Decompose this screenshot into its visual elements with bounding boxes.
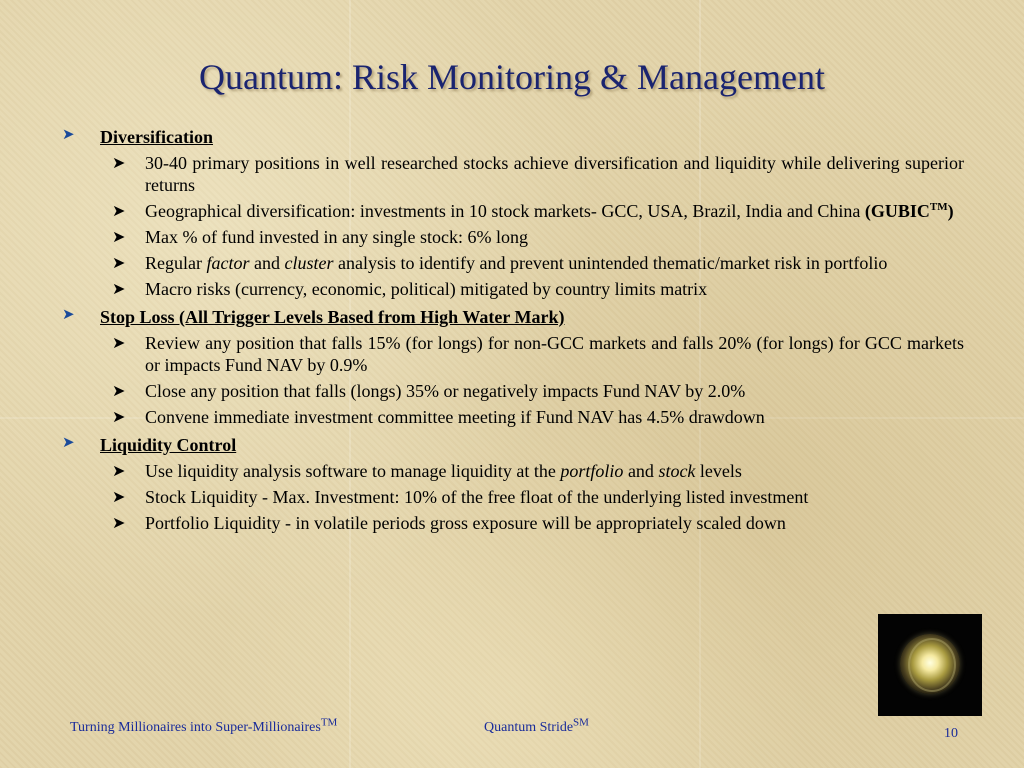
list-item	[60, 486, 964, 508]
list-item	[60, 152, 964, 196]
bullet-text-part: and	[249, 253, 285, 273]
arrow-bullet-icon: ➤	[112, 515, 126, 532]
page-number: 10	[944, 726, 958, 741]
bullet-text: 30-40 primary positions in well researched stocks achieve diversification and liquidity while delivering superior returns	[145, 153, 964, 195]
trademark-sup: TM	[929, 201, 948, 213]
trademark-sup: TM	[320, 716, 338, 729]
section-heading: Liquidity Control	[100, 435, 237, 455]
arrow-bullet-icon: ➤	[62, 127, 75, 143]
list-item	[60, 332, 964, 376]
glowing-orb-logo	[878, 614, 982, 716]
slide-content	[60, 120, 964, 538]
arrow-bullet-icon: ➤	[112, 409, 126, 426]
arrow-bullet-icon: ➤	[112, 155, 126, 172]
arrow-bullet-icon: ➤	[112, 489, 126, 506]
orb-icon	[900, 634, 960, 694]
section-heading: Diversification	[100, 127, 213, 147]
service-mark-sup: SM	[573, 716, 589, 729]
list-item	[60, 460, 964, 482]
bullet-text-part: Use liquidity analysis software to manage liquidity at the	[145, 461, 561, 481]
bullet-text-bold: )	[947, 201, 954, 221]
bullet-text	[145, 252, 964, 274]
section-stop-loss	[60, 304, 964, 330]
bullet-text: Macro risks (currency, economic, political) mitigated by country limits matrix	[145, 279, 708, 299]
bullet-text-italic: cluster	[284, 253, 334, 273]
arrow-bullet-icon: ➤	[112, 463, 126, 480]
list-item	[60, 278, 964, 300]
section-heading: Stop Loss (All Trigger Levels Based from High Water Mark)	[100, 307, 565, 327]
list-item	[60, 226, 964, 248]
list-item	[60, 200, 964, 222]
arrow-bullet-icon: ➤	[112, 255, 126, 272]
section-diversification	[60, 124, 964, 150]
list-item	[60, 512, 964, 534]
bullet-text-part: and	[623, 461, 659, 481]
arrow-bullet-icon: ➤	[112, 335, 126, 352]
footer-brand	[484, 716, 589, 736]
arrow-bullet-icon: ➤	[112, 281, 126, 298]
list-item	[60, 252, 964, 274]
bullet-text	[145, 460, 964, 482]
bullet-text-bold: (GUBIC	[864, 201, 930, 221]
bullet-text: Review any position that falls 15% (for longs) for non-GCC markets and falls 20% (for longs) for GCC markets or impacts Fund NAV by 0.9%	[145, 333, 964, 375]
bullet-text: Convene immediate investment committee meeting if Fund NAV has 4.5% drawdown	[145, 407, 765, 427]
bullet-text-italic: factor	[206, 253, 250, 273]
bullet-text-part: analysis to identify and prevent unintended thematic/market risk in portfolio	[333, 253, 888, 273]
bullet-text: Stock Liquidity - Max. Investment: 10% of the free float of the underlying listed investment	[145, 487, 809, 507]
list-item	[60, 406, 964, 428]
bullet-text-italic: stock	[658, 461, 696, 481]
list-item	[60, 380, 964, 402]
bullet-text: Portfolio Liquidity - in volatile periods gross exposure will be appropriately scaled down	[145, 513, 786, 533]
bullet-text-part: Regular	[145, 253, 207, 273]
bullet-text	[145, 200, 964, 222]
bullet-text-part: Geographical diversification: investments in 10 stock markets- GCC, USA, Brazil, India and China	[145, 201, 865, 221]
bullet-text: Close any position that falls (longs) 35% or negatively impacts Fund NAV by 2.0%	[145, 381, 746, 401]
arrow-bullet-icon: ➤	[112, 203, 126, 220]
arrow-bullet-icon: ➤	[112, 229, 126, 246]
arrow-bullet-icon: ➤	[112, 383, 126, 400]
footer-brand-text: Quantum Stride	[484, 720, 574, 735]
footer-tagline	[70, 716, 338, 736]
arrow-bullet-icon: ➤	[62, 307, 75, 323]
bullet-text: Max % of fund invested in any single stock: 6% long	[145, 227, 528, 247]
footer-tagline-text: Turning Millionaires into Super-Millionaires	[70, 720, 321, 735]
arrow-bullet-icon: ➤	[62, 435, 75, 451]
bullet-text-italic: portfolio	[560, 461, 624, 481]
section-liquidity-control	[60, 432, 964, 458]
slide-title: Quantum: Risk Monitoring & Management	[199, 57, 825, 97]
bullet-text-part: levels	[695, 461, 742, 481]
